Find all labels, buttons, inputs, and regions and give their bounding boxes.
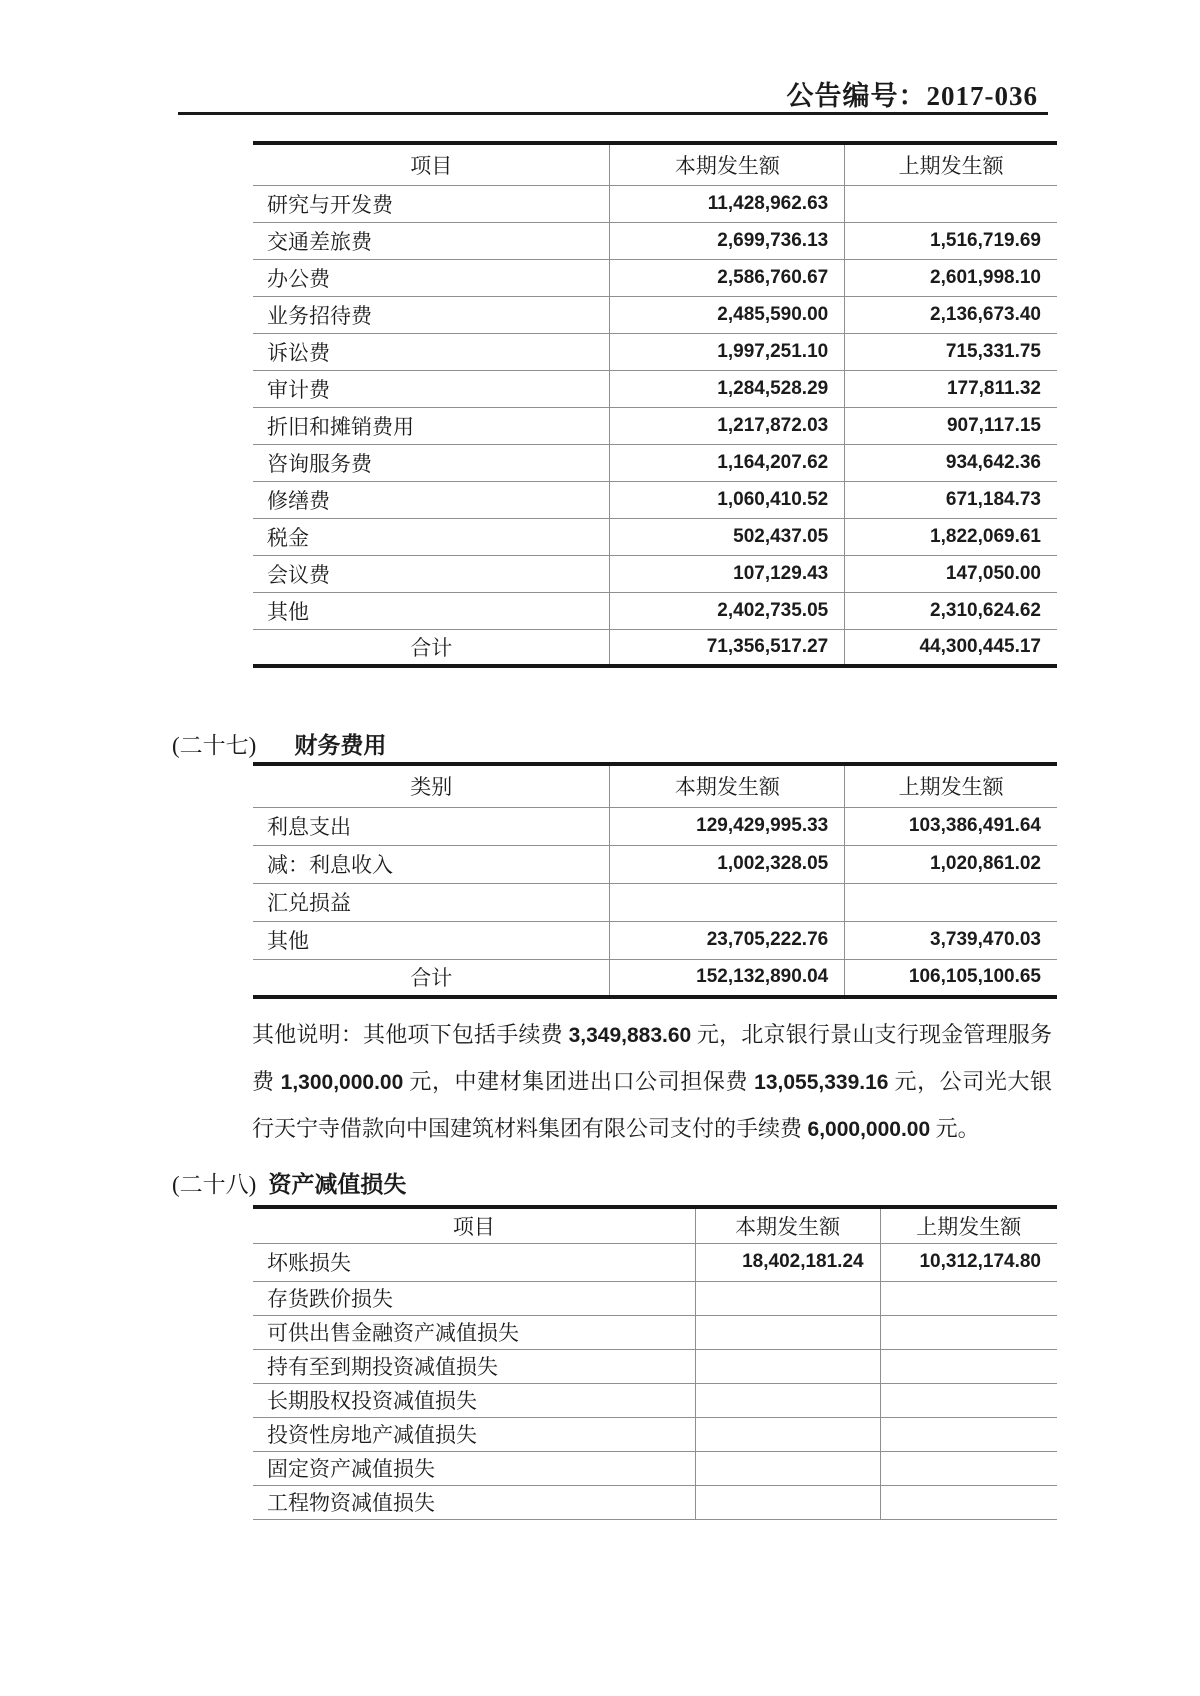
item-cell: 其他: [253, 592, 610, 629]
item-cell: 固定资产减值损失: [253, 1451, 695, 1485]
announcement-number: 公告编号：2017-036: [786, 81, 1038, 111]
table-row: [253, 518, 1057, 555]
item-cell: 诉讼费: [253, 333, 610, 370]
item-cell: 汇兑损益: [253, 883, 610, 921]
prior-amount-cell: [880, 1383, 1057, 1417]
current-amount-cell: [610, 883, 845, 921]
prior-amount-cell: 1,516,719.69: [845, 222, 1057, 259]
prior-amount-cell: 907,117.15: [845, 407, 1057, 444]
item-cell: 长期股权投资减值损失: [253, 1383, 695, 1417]
item-cell: 税金: [253, 518, 610, 555]
item-cell: 修缮费: [253, 481, 610, 518]
prior-amount-cell: 3,739,470.03: [845, 921, 1057, 959]
table-header-row: [253, 764, 1057, 807]
table-row: [253, 629, 1057, 666]
table-row: [253, 333, 1057, 370]
inline-amount: 3,349,883.60: [568, 1024, 692, 1047]
current-amount-cell: 1,217,872.03: [610, 407, 845, 444]
inline-amount: 1,300,000.00: [280, 1071, 404, 1094]
financial-expenses-table: [253, 762, 1057, 999]
column-header-prior-period: 上期发生额: [880, 1207, 1057, 1243]
inline-amount: 6,000,000.00: [807, 1118, 931, 1141]
item-cell: 可供出售金融资产减值损失: [253, 1315, 695, 1349]
section-heading-financial-expenses: [172, 727, 386, 760]
table-header-row: [253, 143, 1057, 185]
asset-impairment-table: [253, 1205, 1057, 1520]
table-row: [253, 959, 1057, 997]
item-cell: 业务招待费: [253, 296, 610, 333]
header-rule: [178, 112, 1048, 115]
prior-amount-cell: 2,310,624.62: [845, 592, 1057, 629]
item-cell: 会议费: [253, 555, 610, 592]
current-amount-cell: [695, 1485, 880, 1519]
item-cell: 研究与开发费: [253, 185, 610, 222]
section-title: 资产减值损失: [268, 1171, 407, 1197]
prior-amount-cell: 177,811.32: [845, 370, 1057, 407]
table-row: [253, 921, 1057, 959]
current-amount-cell: 23,705,222.76: [610, 921, 845, 959]
column-header-prior-period: 上期发生额: [845, 143, 1057, 185]
item-cell: 减：利息收入: [253, 845, 610, 883]
prior-amount-cell: 103,386,491.64: [845, 807, 1057, 845]
table-row: [253, 1383, 1057, 1417]
period-expense-table: [253, 141, 1057, 668]
column-header-category: 类别: [253, 764, 610, 807]
prior-amount-cell: 147,050.00: [845, 555, 1057, 592]
table-row: [253, 1451, 1057, 1485]
current-amount-cell: 152,132,890.04: [610, 959, 845, 997]
prior-amount-cell: 44,300,445.17: [845, 629, 1057, 666]
item-cell: 合计: [410, 966, 453, 991]
table-row: [253, 592, 1057, 629]
table-row: [253, 185, 1057, 222]
item-cell: 持有至到期投资减值损失: [253, 1349, 695, 1383]
table-row: [253, 222, 1057, 259]
item-cell: 工程物资减值损失: [267, 1491, 435, 1515]
current-amount-cell: 1,284,528.29: [610, 370, 845, 407]
prior-amount-cell: [880, 1315, 1057, 1349]
current-amount-cell: 502,437.05: [610, 518, 845, 555]
current-amount-cell: 1,164,207.62: [610, 444, 845, 481]
prior-amount-cell: [880, 1349, 1057, 1383]
prior-amount-cell: [845, 883, 1057, 921]
table-row: [253, 296, 1057, 333]
table-row: [253, 1485, 1057, 1519]
prior-amount-cell: [880, 1281, 1057, 1315]
current-amount-cell: [695, 1451, 880, 1485]
current-amount-cell: [695, 1349, 880, 1383]
item-cell: 办公费: [253, 259, 610, 296]
current-amount-cell: 129,429,995.33: [610, 807, 845, 845]
table-row: [253, 259, 1057, 296]
item-cell: 坏账损失: [253, 1243, 695, 1281]
table-row: [253, 1349, 1057, 1383]
column-header-item: 项目: [253, 143, 610, 185]
current-amount-cell: [695, 1315, 880, 1349]
current-amount-cell: 2,586,760.67: [610, 259, 845, 296]
item-cell: 利息支出: [253, 807, 610, 845]
item-cell: 折旧和摊销费用: [253, 407, 610, 444]
table-row: [253, 481, 1057, 518]
item-cell: 交通差旅费: [253, 222, 610, 259]
prior-amount-cell: 671,184.73: [845, 481, 1057, 518]
prior-amount-cell: [880, 1417, 1057, 1451]
current-amount-cell: 2,402,735.05: [610, 592, 845, 629]
current-amount-cell: 11,428,962.63: [610, 185, 845, 222]
table-row: [253, 1243, 1057, 1281]
inline-amount: 13,055,339.16: [754, 1071, 889, 1094]
column-header-current-period: 本期发生额: [695, 1207, 880, 1243]
table-row: [253, 555, 1057, 592]
item-cell: 审计费: [253, 370, 610, 407]
current-amount-cell: 1,060,410.52: [610, 481, 845, 518]
prior-amount-cell: 2,136,673.40: [845, 296, 1057, 333]
prior-amount-cell: 106,105,100.65: [845, 959, 1057, 997]
other-note-paragraph: 其他说明：其他项下包括手续费 3,349,883.60 元，北京银行景山支行现金管理服务费 1,300,000.00 元，中建材集团进出口公司担保费 13,055,339.16 元，公司光大银行天宁寺借款向中国建筑材料集团有限公司支付的手续费 6,000,000.00 元。: [252, 1022, 1052, 1141]
current-amount-cell: [695, 1281, 880, 1315]
table-row: [253, 883, 1057, 921]
item-cell: 投资性房地产减值损失: [253, 1417, 695, 1451]
table-header-row: [253, 1207, 1057, 1243]
current-amount-cell: [695, 1417, 880, 1451]
table-row: [253, 1281, 1057, 1315]
current-amount-cell: 71,356,517.27: [610, 629, 845, 666]
column-header-current-period: 本期发生额: [610, 143, 845, 185]
item-cell: 咨询服务费: [253, 444, 610, 481]
prior-amount-cell: [880, 1485, 1057, 1519]
prior-amount-cell: 934,642.36: [845, 444, 1057, 481]
current-amount-cell: 1,997,251.10: [610, 333, 845, 370]
column-header-prior-period: 上期发生额: [845, 764, 1057, 807]
section-heading-asset-impairment: [172, 1166, 406, 1199]
column-header-item: 项目: [253, 1207, 695, 1243]
table-row: [253, 444, 1057, 481]
table-row: [253, 845, 1057, 883]
prior-amount-cell: [845, 185, 1057, 222]
current-amount-cell: 1,002,328.05: [610, 845, 845, 883]
prior-amount-cell: 1,822,069.61: [845, 518, 1057, 555]
prior-amount-cell: 715,331.75: [845, 333, 1057, 370]
current-amount-cell: 2,485,590.00: [610, 296, 845, 333]
item-cell: 存货跌价损失: [253, 1281, 695, 1315]
table-row: [253, 1417, 1057, 1451]
table-row: [253, 370, 1057, 407]
current-amount-cell: 107,129.43: [610, 555, 845, 592]
section-title: 财务费用: [294, 732, 387, 758]
prior-amount-cell: 2,601,998.10: [845, 259, 1057, 296]
current-amount-cell: [695, 1383, 880, 1417]
prior-amount-cell: [880, 1451, 1057, 1485]
prior-amount-cell: 1,020,861.02: [845, 845, 1057, 883]
section-number: (二十八): [172, 1172, 257, 1197]
section-number: (二十七): [172, 733, 257, 758]
prior-amount-cell: 10,312,174.80: [880, 1243, 1057, 1281]
table-row: [253, 1315, 1057, 1349]
current-amount-cell: 18,402,181.24: [695, 1243, 880, 1281]
table-row: [253, 407, 1057, 444]
item-cell: 其他: [253, 921, 610, 959]
table-row: [253, 807, 1057, 845]
current-amount-cell: 2,699,736.13: [610, 222, 845, 259]
column-header-current-period: 本期发生额: [610, 764, 845, 807]
item-cell: 合计: [410, 635, 453, 660]
